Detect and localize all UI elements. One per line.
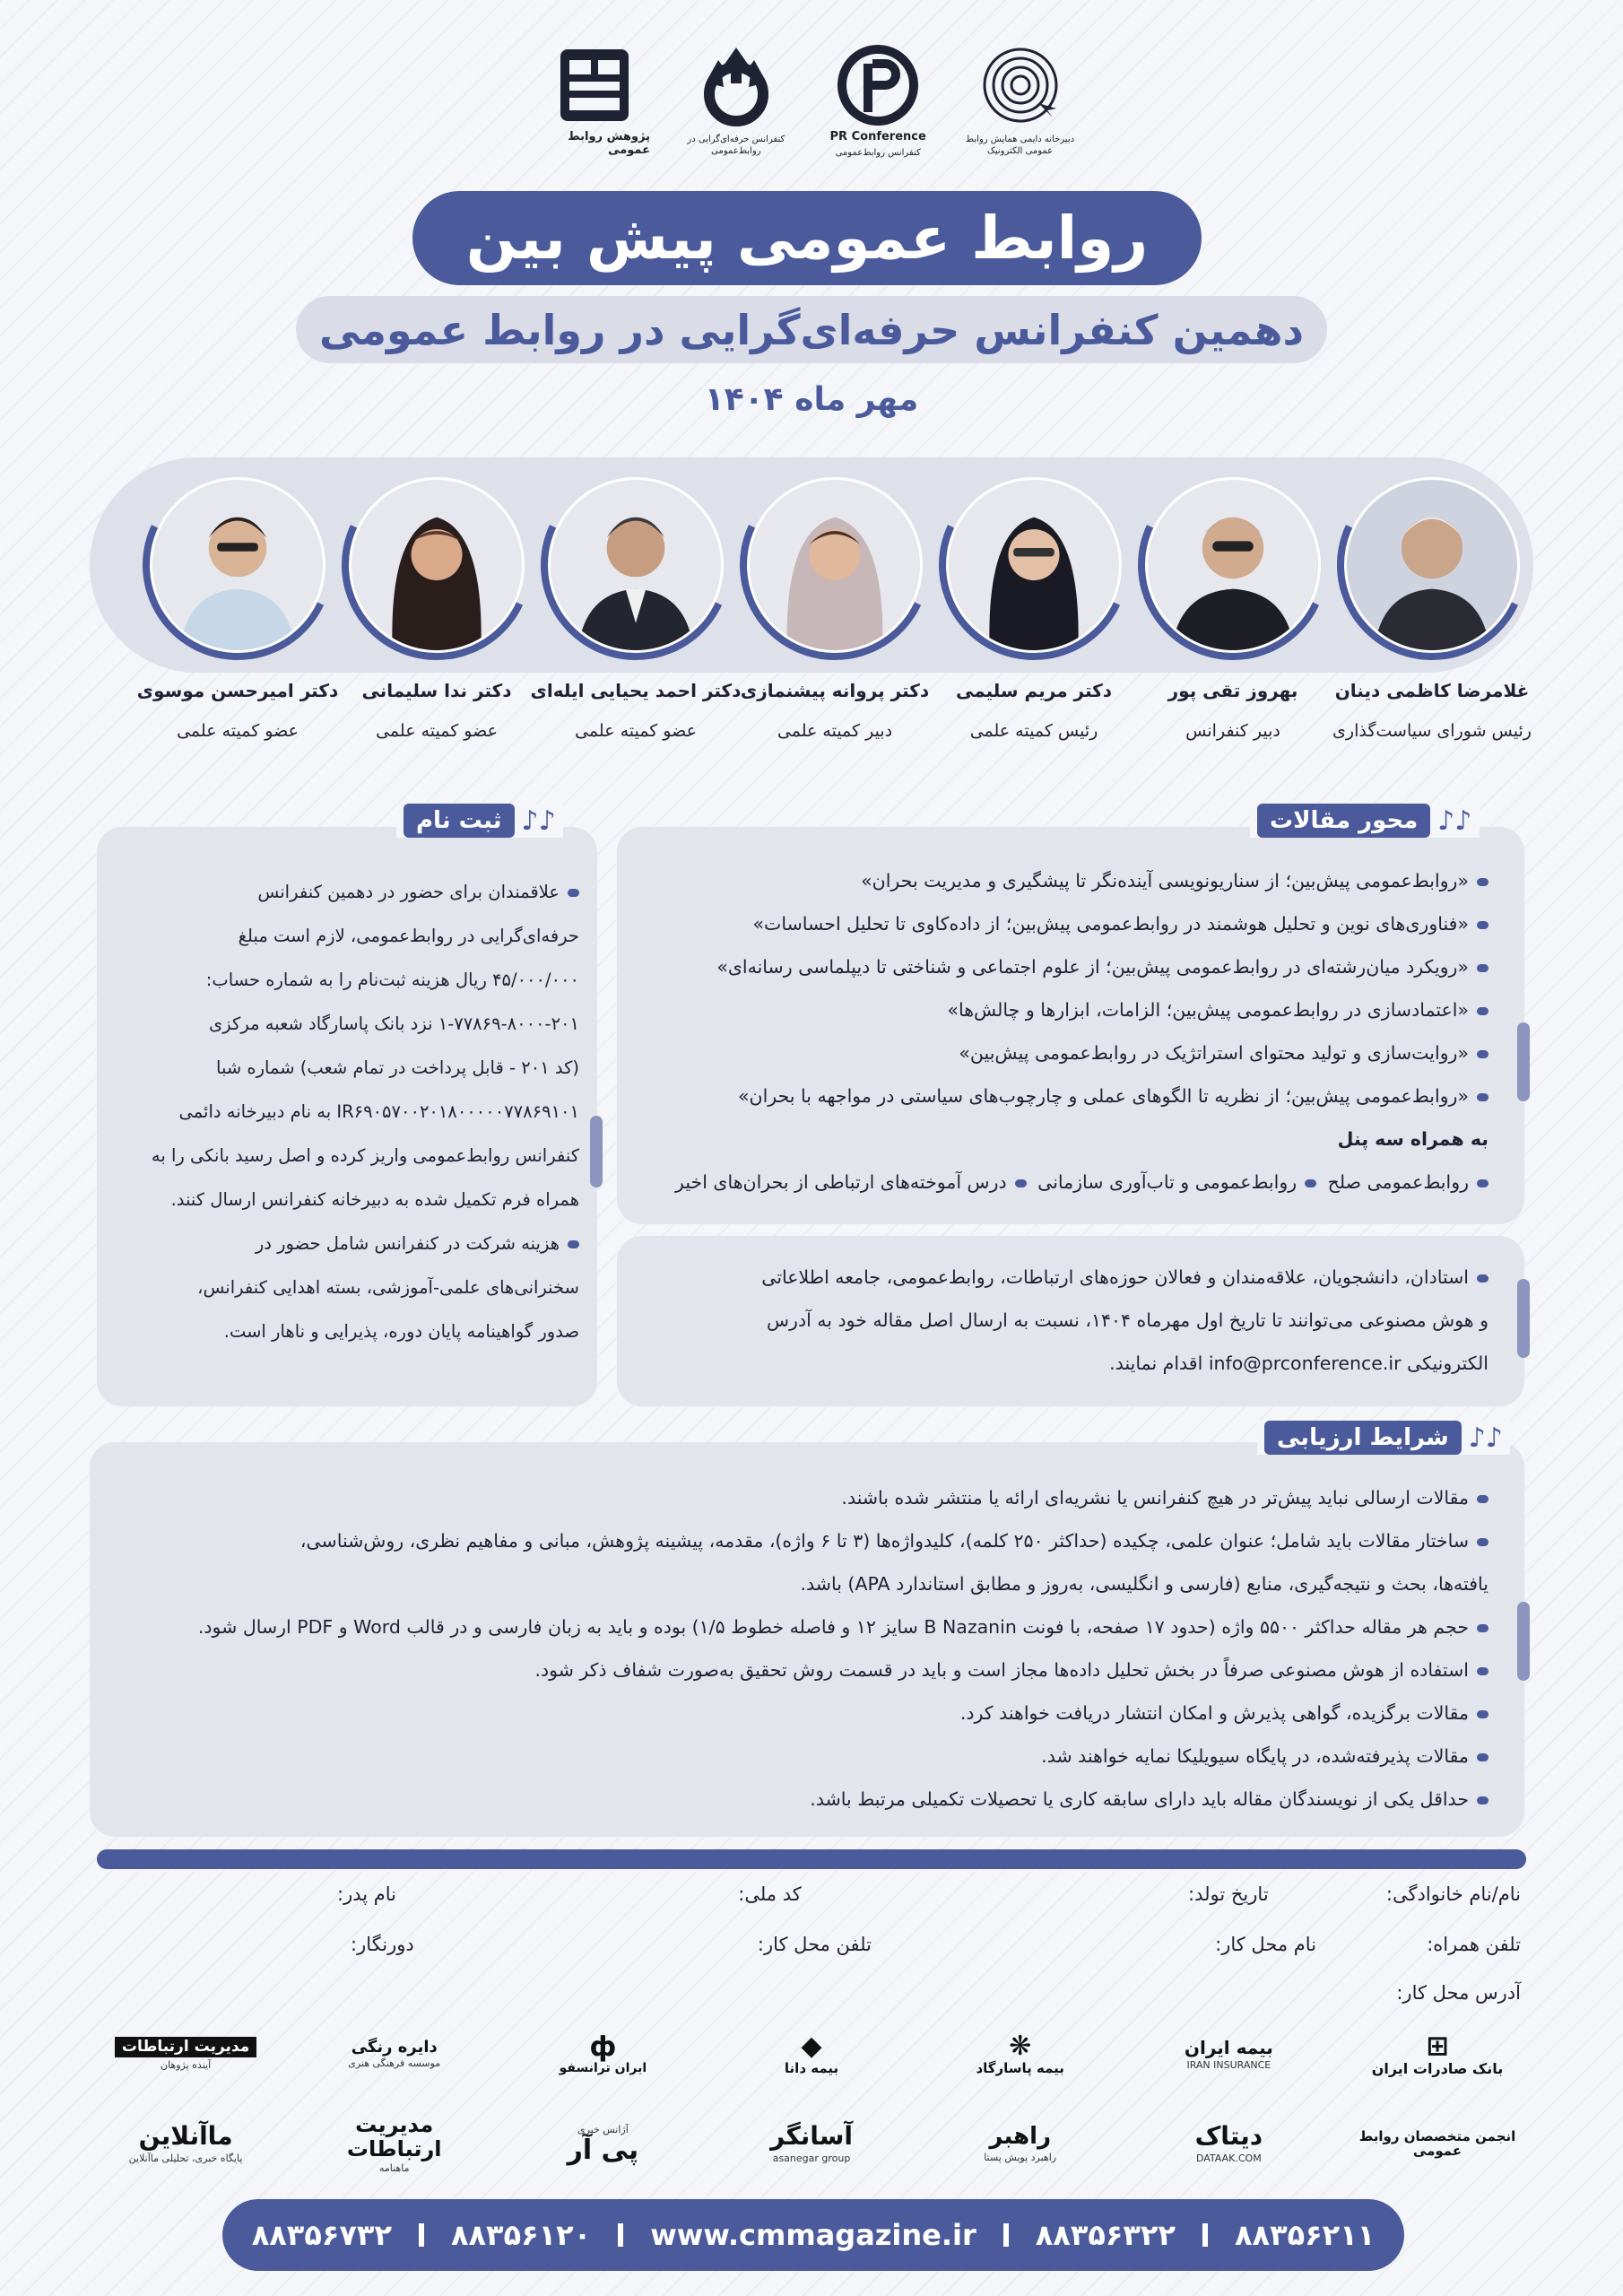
speaker-photo bbox=[548, 477, 724, 653]
speaker-role: عضو کمیته علمی bbox=[376, 721, 498, 741]
panel-item: روابط‌عمومی صلح bbox=[1328, 1171, 1488, 1193]
music-notes-icon: ♪♪ bbox=[1468, 1422, 1504, 1454]
pr-conference-logo-caption: کنفرانس روابط‌عمومی bbox=[835, 148, 921, 158]
speaker-photo bbox=[150, 477, 325, 653]
call-line: استادان، دانشجویان، علاقه‌مندان و فعالان حوزه‌های ارتباطات، روابط‌عمومی، جامعه اطلاعاتی bbox=[628, 1256, 1488, 1299]
registration-text bbox=[115, 870, 579, 1353]
sponsor-name: دیتاک bbox=[1194, 2121, 1263, 2152]
journal-logo-title: پژوهش روابط عمومی bbox=[568, 130, 651, 157]
reg-line: ۱-۷۷۸۶۹-۸۰۰۰-۲۰۱ نزد بانک پاسارگاد شعبه مرکزی bbox=[209, 1013, 579, 1034]
evaluation-list bbox=[90, 1476, 1488, 1821]
speaker-photo bbox=[747, 477, 923, 653]
panel-accent bbox=[1517, 1279, 1530, 1358]
form-field-father-name[interactable]: نام پدر: bbox=[337, 1883, 397, 1905]
growth-logo-caption: کنفرانس حرفه‌ای‌گرایی در روابط‌عمومی bbox=[687, 135, 785, 156]
speaker-name: دکتر پروانه پیشنمازی bbox=[740, 680, 930, 701]
separator bbox=[1202, 2223, 1208, 2247]
section-divider bbox=[97, 1849, 1526, 1869]
sponsor-logo bbox=[309, 2108, 480, 2179]
form-field-workplace[interactable]: نام محل کار: bbox=[1215, 1934, 1317, 1955]
panel-accent bbox=[1517, 1602, 1530, 1681]
speaker-card bbox=[335, 477, 538, 741]
eval-item: استفاده از هوش مصنوعی صرفاً در بخش تحلیل داده‌ها مجاز است و باید در قسمت روش تحقیق به‌صورت شفاف ذکر شود. bbox=[90, 1648, 1488, 1692]
speaker-role: دبیر کنفرانس bbox=[1185, 721, 1280, 741]
eval-item: حداقل یکی از نویسندگان مقاله باید دارای سابقه کاری یا تحصیلات تکمیلی مرتبط باشد. bbox=[90, 1778, 1488, 1821]
panel-item: درس آموخته‌های ارتباطی از بحران‌های اخیر bbox=[675, 1171, 1027, 1193]
phone-number[interactable]: ۸۸۳۵۶۳۲۲ bbox=[1035, 2218, 1176, 2252]
speaker-role: دبیر کمیته علمی bbox=[777, 721, 893, 741]
pr-conference-logo bbox=[822, 40, 934, 159]
speaker-photo bbox=[349, 477, 525, 653]
spiral-logo bbox=[964, 40, 1076, 157]
sponsor-name: ماآنلاین bbox=[138, 2121, 233, 2152]
growth-arrows-logo-icon bbox=[691, 40, 781, 130]
eval-item: مقالات برگزیده، گواهی پذیرش و امکان انتشار دریافت خواهند کرد. bbox=[90, 1692, 1488, 1735]
speaker-name: دکتر احمد یحیایی ایله‌ای bbox=[530, 680, 742, 701]
reg-line: حرفه‌ای‌گرایی در روابط‌عمومی، لازم است مبلغ bbox=[238, 926, 579, 946]
reg-line: هزینه شرکت در کنفرانس شامل حضور در bbox=[115, 1222, 579, 1265]
journal-logo bbox=[538, 40, 650, 157]
eval-item: حجم هر مقاله حداکثر ۵۵۰۰ واژه (حدود ۱۷ صفحه، با فونت B Nazanin سایز ۱۲ و فاصله خطوط ۱/۵) بوده و باید به زبان فارسی و در قالب Word و PDF ارسال شود. bbox=[90, 1605, 1488, 1648]
eval-item-cont: یافته‌ها، بحث و نتیجه‌گیری، منابع (فارسی و انگلیسی، به‌روز و مطابق استاندارد APA) باشد. bbox=[800, 1573, 1488, 1595]
panel-accent bbox=[1517, 1022, 1530, 1101]
sponsor-logo bbox=[1143, 2018, 1314, 2090]
axes-heading bbox=[1250, 804, 1480, 838]
sponsors-row-1 bbox=[100, 2018, 1523, 2090]
sponsor-name: بیمه پاسارگاد bbox=[976, 2060, 1064, 2077]
sponsor-name: بیمه دانا bbox=[784, 2060, 839, 2077]
sponsors-row-2 bbox=[100, 2108, 1523, 2179]
form-field-work-address[interactable]: آدرس محل کار: bbox=[1396, 1982, 1521, 2004]
call-line: و هوش مصنوعی می‌توانند تا تاریخ اول مهرماه ۱۴۰۴، نسبت به ارسال اصل مقاله خود به آدرس bbox=[767, 1309, 1488, 1331]
sponsor-logo bbox=[100, 2018, 271, 2090]
reg-line: ۴۵/۰۰۰/۰۰۰ ریال هزینه ثبت‌نام را به شماره حساب: bbox=[205, 970, 579, 990]
axes-list bbox=[628, 859, 1488, 1204]
axis-item: «فناوری‌های نوین و تحلیل هوشمند در روابط‌عمومی پیش‌بین؛ از داده‌کاوی تا تحلیل احساسات» bbox=[628, 902, 1488, 945]
form-field-work-phone[interactable]: تلفن محل کار: bbox=[757, 1934, 872, 1955]
evaluation-heading-label: شرایط ارزیابی bbox=[1264, 1421, 1462, 1455]
sponsor-sub: asanegar group bbox=[772, 2152, 851, 2164]
sponsor-logo bbox=[517, 2018, 688, 2090]
spiral-logo-caption: دبیرخانه دایمی همایش روابط عمومی الکترونیک bbox=[965, 135, 1075, 156]
speaker-card bbox=[733, 477, 936, 741]
call-line: الکترونیکی info@prconference.ir اقدام نمایند. bbox=[1109, 1352, 1488, 1374]
reg-line: همراه فرم تکمیل شده به دبیرخانه کنفرانس ارسال کنند. bbox=[170, 1189, 579, 1210]
sponsor-name: ایران ترانسفو bbox=[559, 2060, 647, 2075]
website-link[interactable]: www.cmmagazine.ir bbox=[650, 2218, 976, 2252]
speaker-name: بهروز تقی پور bbox=[1167, 680, 1298, 701]
phone-number[interactable]: ۸۸۳۵۶۱۲۰ bbox=[450, 2218, 592, 2252]
sponsor-mark-icon: ф bbox=[589, 2031, 617, 2063]
music-notes-icon: ♪♪ bbox=[521, 804, 556, 837]
reg-line: IR۶۹۰۵۷۰۰۲۰۱۸۰۰۰۰۰۷۷۸۶۹۱۰۱ به نام دبیرخانه دائمی bbox=[178, 1101, 579, 1122]
axis-item: «روابط‌عمومی پیش‌بین؛ از نظریه تا الگوهای عملی و چارچوب‌های سیاستی در مواجهه با بحران» bbox=[628, 1074, 1488, 1118]
speaker-photo bbox=[946, 477, 1122, 653]
phone-number[interactable]: ۸۸۳۵۶۷۳۲ bbox=[251, 2218, 392, 2252]
registration-heading-label: ثبت نام bbox=[404, 804, 515, 838]
event-date: مهر ماه ۱۴۰۴ bbox=[704, 381, 919, 418]
growth-logo bbox=[680, 40, 792, 157]
sponsor-name: دایره رنگی bbox=[351, 2037, 438, 2057]
sponsor-mark-icon: ⊞ bbox=[1426, 2030, 1449, 2062]
eval-item: ساختار مقالات باید شامل؛ عنوان علمی، چکیده (حداکثر ۲۵۰ کلمه)، کلیدواژه‌ها (۳ تا ۶ واژه)، مقدمه، پیشینه پژوهش، مبانی و مفاهیم نظری، روش‌شناسی، bbox=[90, 1519, 1488, 1562]
separator bbox=[618, 2223, 623, 2247]
speaker-role: عضو کمیته علمی bbox=[575, 721, 697, 741]
eval-item: مقالات ارسالی نباید پیش‌تر در هیچ کنفرانس یا نشریه‌ای ارائه یا منتشر شده باشند. bbox=[90, 1476, 1488, 1519]
sponsor-name: مدیریت ارتباطات bbox=[115, 2037, 256, 2057]
spiral-logo-icon bbox=[976, 40, 1065, 130]
sponsor-logo bbox=[1352, 2108, 1523, 2179]
top-logos bbox=[538, 40, 1076, 161]
sponsor-logo bbox=[100, 2108, 271, 2179]
call-text bbox=[628, 1256, 1488, 1385]
speaker-name: دکتر مریم سلیمی bbox=[955, 680, 1113, 701]
axis-item: «روابط‌عمومی پیش‌بین؛ از سناریونویسی آینده‌نگر تا پیشگیری و مدیریت بحران» bbox=[628, 859, 1488, 902]
sponsor-logo bbox=[517, 2108, 688, 2179]
sponsor-sub: ماهنامه bbox=[378, 2161, 410, 2174]
form-field-mobile[interactable]: تلفن همراه: bbox=[1427, 1934, 1521, 1955]
speaker-card bbox=[1331, 477, 1533, 741]
sponsor-logo bbox=[1352, 2018, 1523, 2090]
separator bbox=[419, 2223, 424, 2247]
speaker-name: دکتر ندا سلیمانی bbox=[361, 680, 512, 701]
form-field-birth-date[interactable]: تاریخ تولد: bbox=[1188, 1883, 1269, 1905]
music-notes-icon: ♪♪ bbox=[1437, 804, 1472, 837]
sponsor-logo bbox=[309, 2018, 480, 2090]
speaker-role: عضو کمیته علمی bbox=[177, 721, 299, 741]
speaker-name: غلامرضا کاظمی دینان bbox=[1334, 680, 1530, 701]
panels-list bbox=[628, 1161, 1488, 1204]
evaluation-heading bbox=[1257, 1421, 1510, 1455]
sponsor-sub: IRAN INSURANCE bbox=[1186, 2058, 1271, 2071]
sponsor-logo bbox=[935, 2108, 1106, 2179]
title-banner bbox=[412, 191, 1202, 285]
reg-line: صدور گواهینامه پایان دوره، پذیرایی و ناهار است. bbox=[223, 1321, 579, 1342]
form-field-national-id[interactable]: کد ملی: bbox=[738, 1883, 802, 1905]
journal-logo-icon bbox=[550, 40, 639, 130]
panel-accent bbox=[590, 1116, 603, 1187]
reg-line: کنفرانس روابط‌عمومی واریز کرده و اصل رسید بانکی را به bbox=[151, 1145, 579, 1166]
reg-line: (کد ۲۰۱ - قابل پرداخت در تمام شعب) شماره شبا bbox=[216, 1057, 579, 1078]
speaker-card bbox=[136, 477, 339, 741]
form-field-fax[interactable]: دورنگار: bbox=[351, 1934, 414, 1955]
speaker-photo bbox=[1145, 477, 1321, 653]
subtitle-banner bbox=[296, 296, 1327, 363]
sponsor-sub: راهبرد پویش پستا bbox=[984, 2151, 1057, 2163]
panel-item: روابط‌عمومی و تاب‌آوری سازمانی bbox=[1037, 1171, 1316, 1193]
form-row bbox=[122, 1934, 1521, 1955]
page-title: روابط عمومی پیش بین bbox=[465, 204, 1149, 273]
pr-conference-logo-icon bbox=[833, 40, 923, 130]
sponsor-name: آسانگر bbox=[770, 2121, 853, 2152]
axis-item: «روایت‌سازی و تولید محتوای استراتژیک در روابط‌عمومی پیش‌بین» bbox=[628, 1031, 1488, 1074]
sponsor-name: بانک صادرات ایران bbox=[1371, 2059, 1504, 2077]
sponsor-sub: آژانس خبری bbox=[577, 2124, 629, 2135]
reg-line: علاقمندان برای حضور در دهمین کنفرانس bbox=[115, 870, 579, 914]
speaker-name: دکتر امیرحسن موسوی bbox=[136, 680, 339, 701]
sponsor-logo bbox=[935, 2018, 1106, 2090]
axes-heading-label: محور مقالات bbox=[1257, 804, 1430, 838]
form-field-full-name[interactable]: نام/نام خانوادگی: bbox=[1385, 1883, 1521, 1905]
reg-line: سخنرانی‌های علمی-آموزشی، بسته اهدایی کنفرانس، bbox=[197, 1277, 579, 1298]
sponsor-sub: پایگاه خبری، تحلیلی ماآنلاین bbox=[128, 2152, 243, 2164]
sponsor-sub: DATAAK.COM bbox=[1195, 2152, 1262, 2164]
sponsor-mark-icon: ❋ bbox=[1009, 2031, 1032, 2063]
speaker-card bbox=[933, 477, 1135, 741]
speaker-photo bbox=[1344, 477, 1520, 653]
eval-item: مقالات پذیرفته‌شده، در پایگاه سیویلیکا نمایه خواهند شد. bbox=[90, 1735, 1488, 1778]
sponsor-name: بیمه ایران bbox=[1184, 2036, 1273, 2058]
axis-item: «رویکرد میان‌رشته‌ای در روابط‌عمومی پیش‌بین؛ از علوم اجتماعی و شناختی تا دیپلماسی رسانه‌ای» bbox=[628, 945, 1488, 988]
sponsor-logo bbox=[726, 2018, 897, 2090]
speaker-role: رئیس شورای سیاست‌گذاری bbox=[1332, 721, 1532, 741]
sponsor-sub: آینده پژوهان bbox=[160, 2058, 212, 2071]
speaker-card bbox=[1132, 477, 1334, 741]
sponsor-name: انجمن متخصصان روابط عمومی bbox=[1358, 2127, 1516, 2159]
pr-conference-logo-title: PR Conference bbox=[829, 130, 926, 144]
speaker-role: رئیس کمیته علمی bbox=[969, 721, 1098, 741]
axis-item: «اعتمادسازی در روابط‌عمومی پیش‌بین؛ الزامات، ابزارها و چالش‌ها» bbox=[628, 988, 1488, 1031]
page-subtitle: دهمین کنفرانس حرفه‌ای‌گرایی در روابط عمومی bbox=[318, 305, 1305, 354]
sponsor-name: راهبر bbox=[989, 2123, 1052, 2151]
form-row bbox=[1396, 1982, 1521, 2004]
sponsor-logo bbox=[726, 2108, 897, 2179]
registration-heading bbox=[396, 804, 563, 838]
sponsor-mark-icon: ◆ bbox=[801, 2031, 822, 2063]
contact-footer bbox=[222, 2199, 1404, 2271]
phone-number[interactable]: ۸۸۳۵۶۲۱۱ bbox=[1235, 2218, 1376, 2252]
sponsor-name: پی آر bbox=[567, 2135, 639, 2166]
speaker-card bbox=[530, 477, 742, 741]
panels-heading: به همراه سه پنل bbox=[1337, 1128, 1488, 1150]
form-row bbox=[122, 1883, 1521, 1905]
sponsor-name: مدیریت ارتباطات bbox=[346, 2112, 442, 2161]
sponsor-logo bbox=[1143, 2108, 1314, 2179]
sponsor-sub: موسسه فرهنگی هنری bbox=[348, 2057, 441, 2070]
separator bbox=[1003, 2223, 1009, 2247]
